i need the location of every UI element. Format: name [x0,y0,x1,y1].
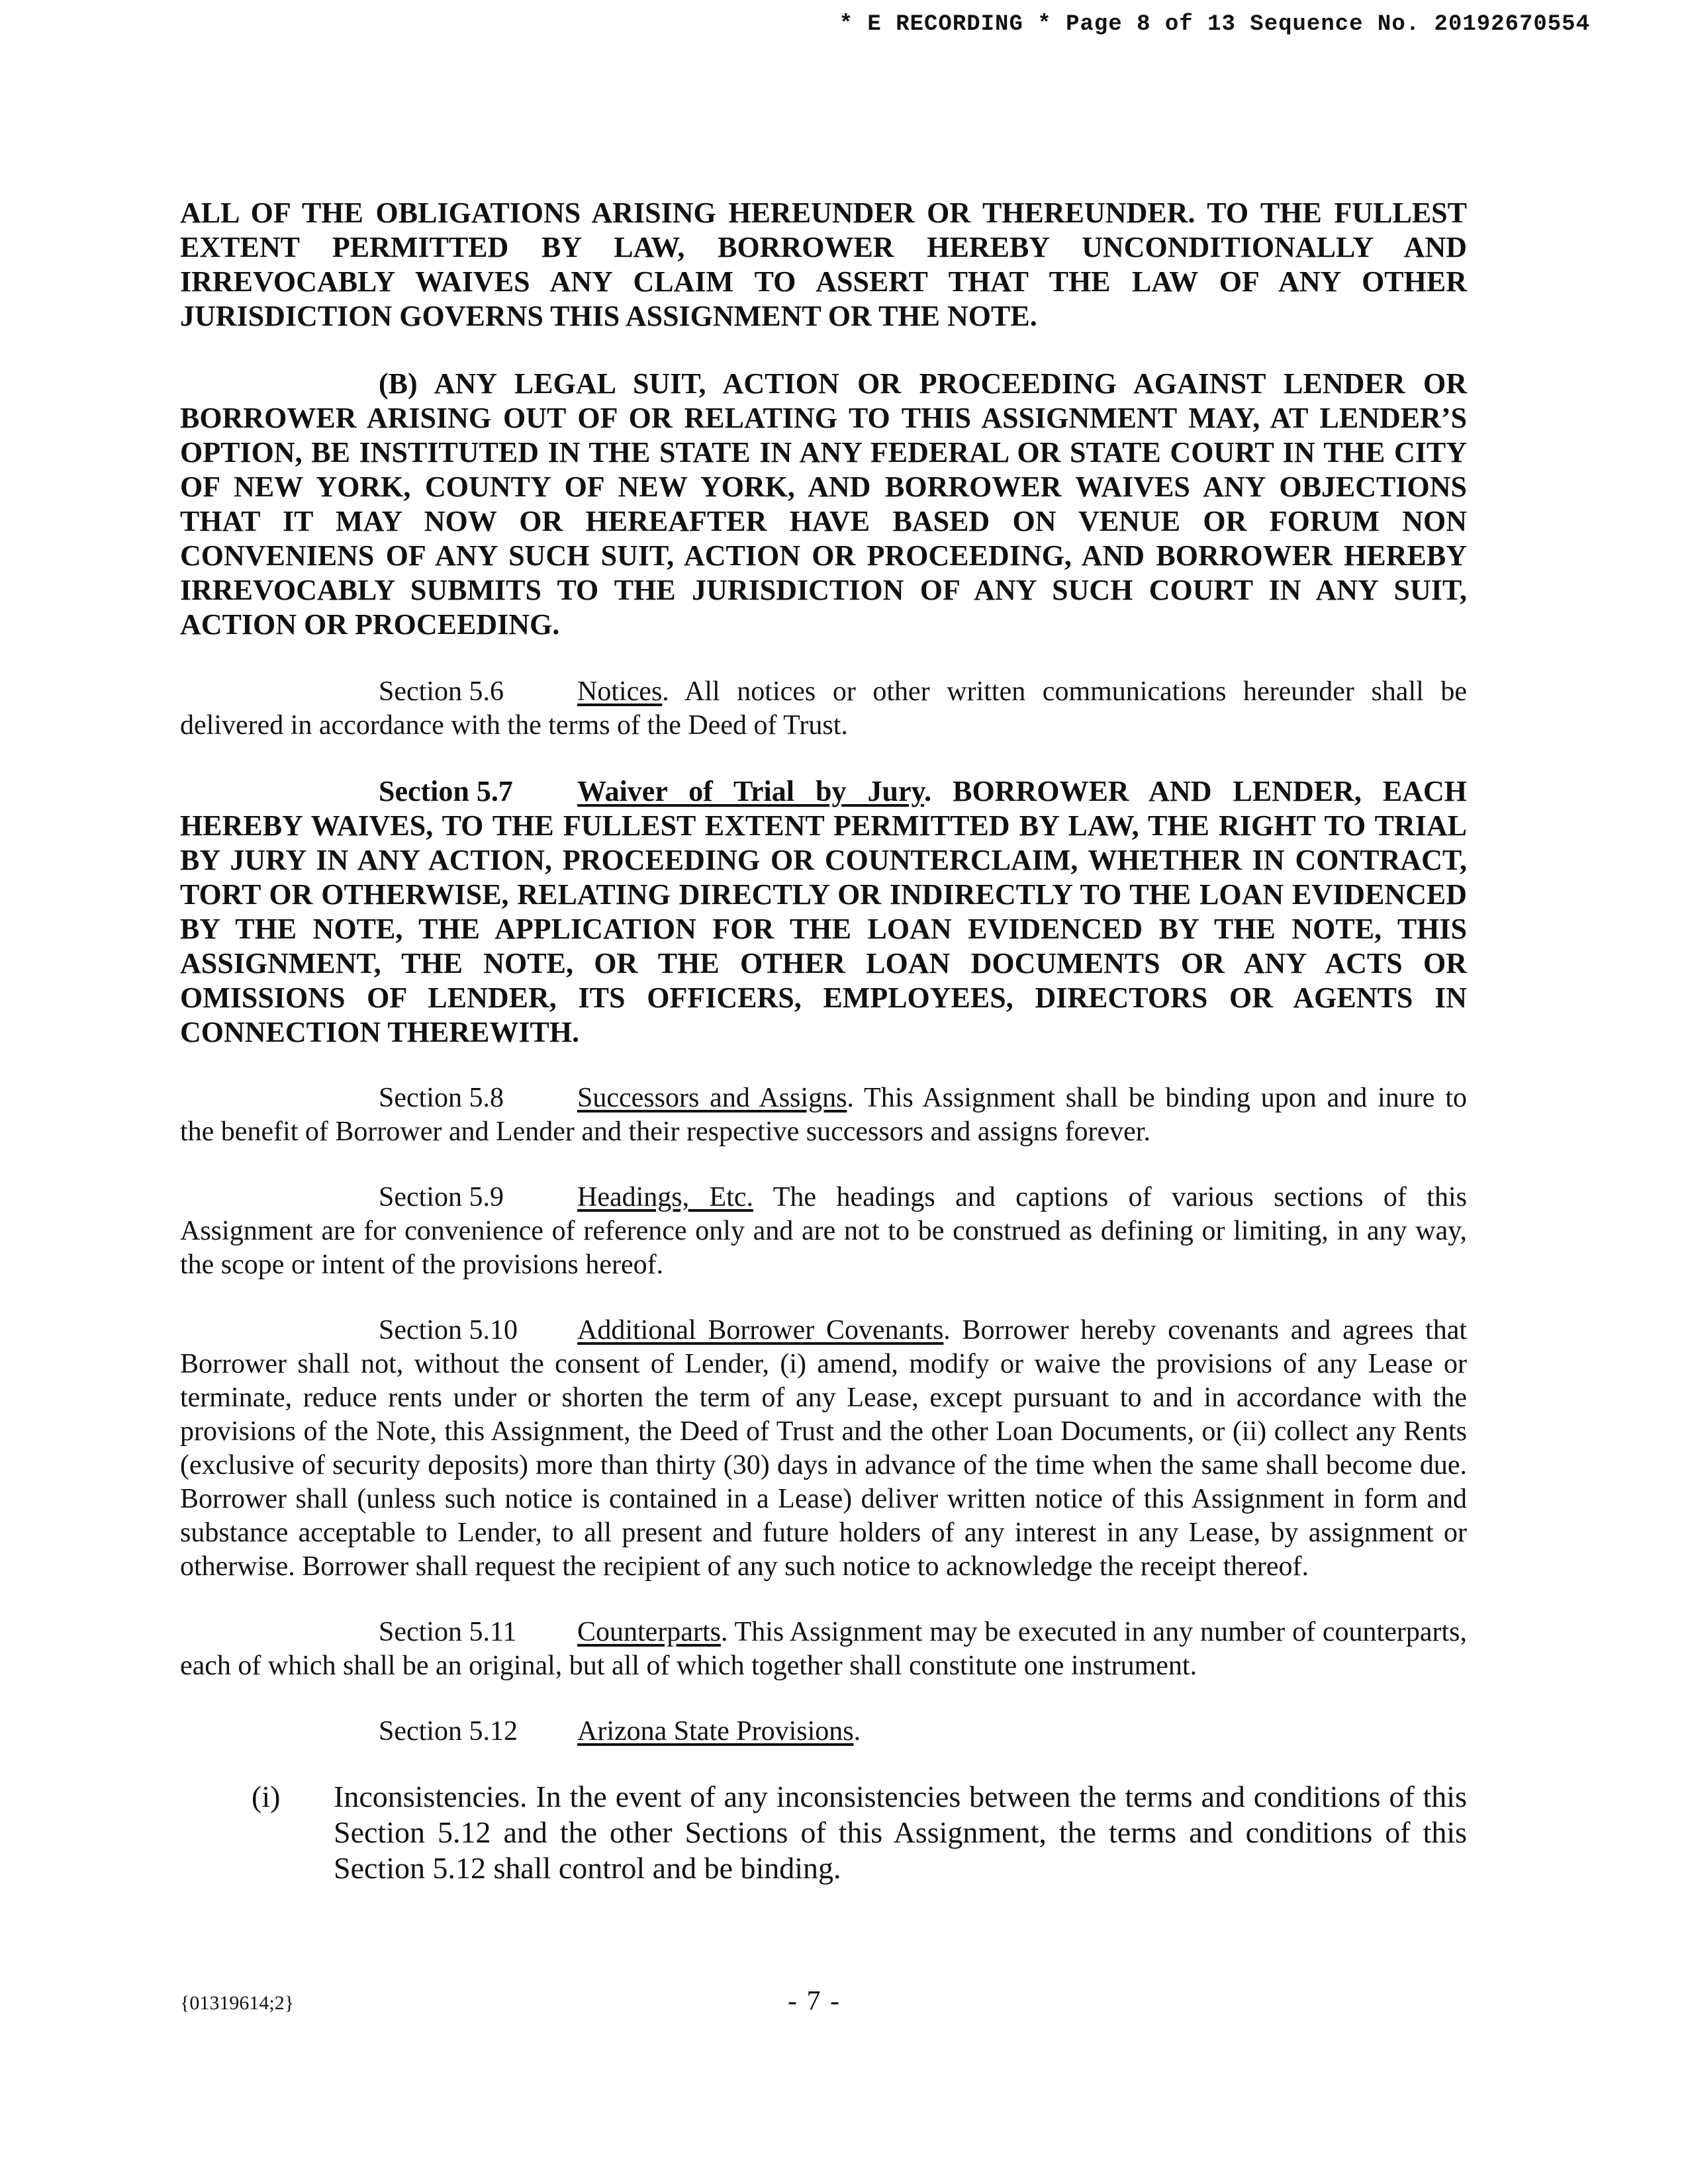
governing-law-paragraph: ALL OF THE OBLIGATIONS ARISING HEREUNDER OR THEREUNDER. TO THE FULLEST EXTENT PERMITTED BY LAW, BORROWER HEREBY UNCONDITIONALLY AND IRREVOCABLY WAIVES ANY CLAIM TO ASSERT THAT THE LAW OF ANY OTHER JURISDICTION GOVERNS THIS ASSIGNMENT OR THE NOTE. [180,197,1467,332]
sub-item-inconsistencies [180,1779,1467,1886]
page-number: - 7 - [788,1986,841,2017]
section-body: . [853,1716,861,1747]
document-body [180,196,1467,1886]
section-title: Successors and Assigns [577,1083,847,1113]
sub-item-text: Inconsistencies. In the event of any inconsistencies between the terms and conditions of this Section 5.12 and the other Sections of this Assignment, the terms and conditions of this Section 5.12 shall control and be binding. [334,1780,1467,1885]
section-5-6 [180,675,1467,743]
document-id: {01319614;2} [180,1992,295,2014]
section-title: Counterparts [577,1617,721,1647]
section-body: . Borrower hereby covenants and agrees that Borrower shall not, without the consent of Lender, (i) amend, modify or waive the provisions of any Lease or terminate, reduce rents under or shorten the term of any Lease, except pursuant to and in accordance with the provisions of the Note, this Assignment, the Deed of Trust and the other Loan Documents, or (ii) collect any Rents (exclusive of security deposits) more than thirty (30) days in advance of the time when the same shall become due. Borrower shall (unless such notice is contained in a Lease) deliver written notice of this Assignment in form and substance acceptable to Lender, to all present and future holders of any interest in any Lease, by assignment or otherwise. Borrower shall request the recipient of any such notice to acknowledge the receipt thereof. [180,1315,1467,1582]
recording-header: * E RECORDING * Page 8 of 13 Sequence No. 20192670554 [839,12,1590,37]
section-number: Section 5.6 [379,676,504,707]
section-body: . BORROWER AND LENDER, EACH HEREBY WAIVES, TO THE FULLEST EXTENT PERMITTED BY LAW, THE RIGHT TO TRIAL BY JURY IN ANY ACTION, PROCEEDING OR COUNTERCLAIM, WHETHER IN CONTRACT, TORT OR OTHERWISE, RELATING DIRECTLY OR INDIRECTLY TO THE LOAN EVIDENCED BY THE NOTE, THE APPLICATION FOR THE LOAN EVIDENCED BY THE NOTE, THIS ASSIGNMENT, THE NOTE, OR THE OTHER LOAN DOCUMENTS OR ANY ACTS OR OMISSIONS OF LENDER, ITS OFFICERS, EMPLOYEES, DIRECTORS OR AGENTS IN CONNECTION THEREWITH. [180,775,1467,1048]
section-title: Notices [577,676,663,707]
section-number: Section 5.9 [379,1182,504,1212]
section-number: Section 5.10 [379,1315,518,1345]
section-body: The headings and captions of various sections of this Assignment are for convenience of reference only and are not to be construed as defining or limiting, in any way, the scope or intent of the provisions hereof. [180,1182,1467,1280]
section-body: . All notices or other written communications hereunder shall be delivered in accordance with the terms of the Deed of Trust. [180,676,1467,741]
clause-b-paragraph: (B) ANY LEGAL SUIT, ACTION OR PROCEEDING AGAINST LENDER OR BORROWER ARISING OUT OF OR RELATING TO THIS ASSIGNMENT MAY, AT LENDER’S OPTION, BE INSTITUTED IN THE STATE IN ANY FEDERAL OR STATE COURT IN THE CITY OF NEW YORK, COUNTY OF NEW YORK, AND BORROWER WAIVES ANY OBJECTIONS THAT IT MAY NOW OR HEREAFTER HAVE BASED ON VENUE OR FORUM NON CONVENIENS OF ANY SUCH SUIT, ACTION OR PROCEEDING, AND BORROWER HEREBY IRREVOCABLY SUBMITS TO THE JURISDICTION OF ANY SUCH COURT IN ANY SUIT, ACTION OR PROCEEDING. [180,367,1467,641]
section-title: Additional Borrower Covenants [577,1315,944,1345]
section-body: . This Assignment may be executed in any number of counterparts, each of which shall be an original, but all of which together shall constitute one instrument. [180,1617,1467,1681]
sub-item-marker: (i) [252,1780,281,1813]
section-number: Section 5.8 [379,1083,504,1113]
section-title: Headings, Etc. [577,1182,754,1212]
section-number: Section 5.7 [379,775,513,807]
section-body: . This Assignment shall be binding upon and inure to the benefit of Borrower and Lender and their respective successors and assigns forever. [180,1083,1467,1147]
section-title: Arizona State Provisions [577,1716,854,1747]
section-5-7 [180,774,1467,1050]
section-number: Section 5.12 [379,1716,518,1747]
section-5-8 [180,1081,1467,1149]
section-number: Section 5.11 [379,1617,517,1647]
section-title: Waiver of Trial by Jury [577,775,925,807]
section-5-11 [180,1615,1467,1683]
section-5-12 [180,1715,1467,1749]
section-5-10 [180,1314,1467,1584]
section-5-9 [180,1181,1467,1282]
